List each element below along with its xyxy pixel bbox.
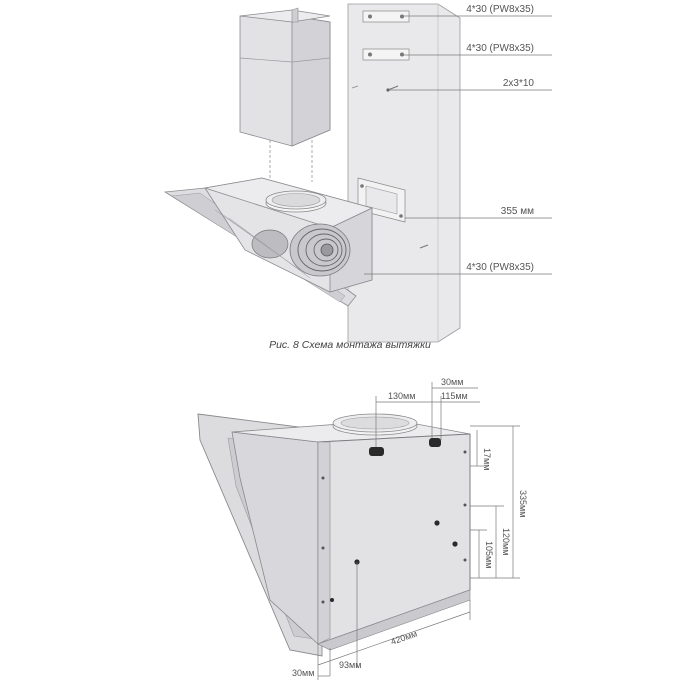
figure-dimensions <box>198 377 528 680</box>
label-screw-upper-1: 4*30 (PW8x35) <box>466 4 534 15</box>
dim-93: 93мм <box>339 660 362 670</box>
dim-130: 130мм <box>388 391 416 401</box>
figure-mounting-scheme <box>165 4 552 351</box>
label-bracket-355: 355 мм <box>500 206 534 217</box>
figure-caption: Рис. 8 Схема монтажа вытяжки <box>269 339 431 351</box>
fan-blower <box>252 224 350 276</box>
dim-30-top: 30мм <box>441 377 464 387</box>
dim-115: 115мм <box>441 391 468 401</box>
dim-30-bottom: 30мм <box>292 668 315 678</box>
hole-left-low <box>330 598 334 602</box>
label-screw-hood: 4*30 (PW8x35) <box>466 262 534 273</box>
back-plate <box>318 434 470 644</box>
hood-assembly <box>165 178 372 306</box>
label-screw-upper-2: 4*30 (PW8x35) <box>466 43 534 54</box>
slot-hole-130 <box>369 447 384 456</box>
upper-bracket-1 <box>363 11 409 22</box>
upper-bracket-2 <box>363 49 409 60</box>
hole-right <box>452 541 457 546</box>
dim-420: 420мм <box>389 628 419 647</box>
label-screw-2x3: 2x3*10 <box>502 78 534 89</box>
dim-105: 105мм <box>484 541 494 569</box>
duct-cover <box>240 8 330 146</box>
slot-hole-115 <box>429 438 441 447</box>
top-flange <box>333 414 417 435</box>
dim-335: 335мм <box>518 490 528 518</box>
dim-120: 120мм <box>501 528 511 556</box>
hole-center <box>434 520 439 525</box>
dim-17: 17мм <box>482 448 492 471</box>
